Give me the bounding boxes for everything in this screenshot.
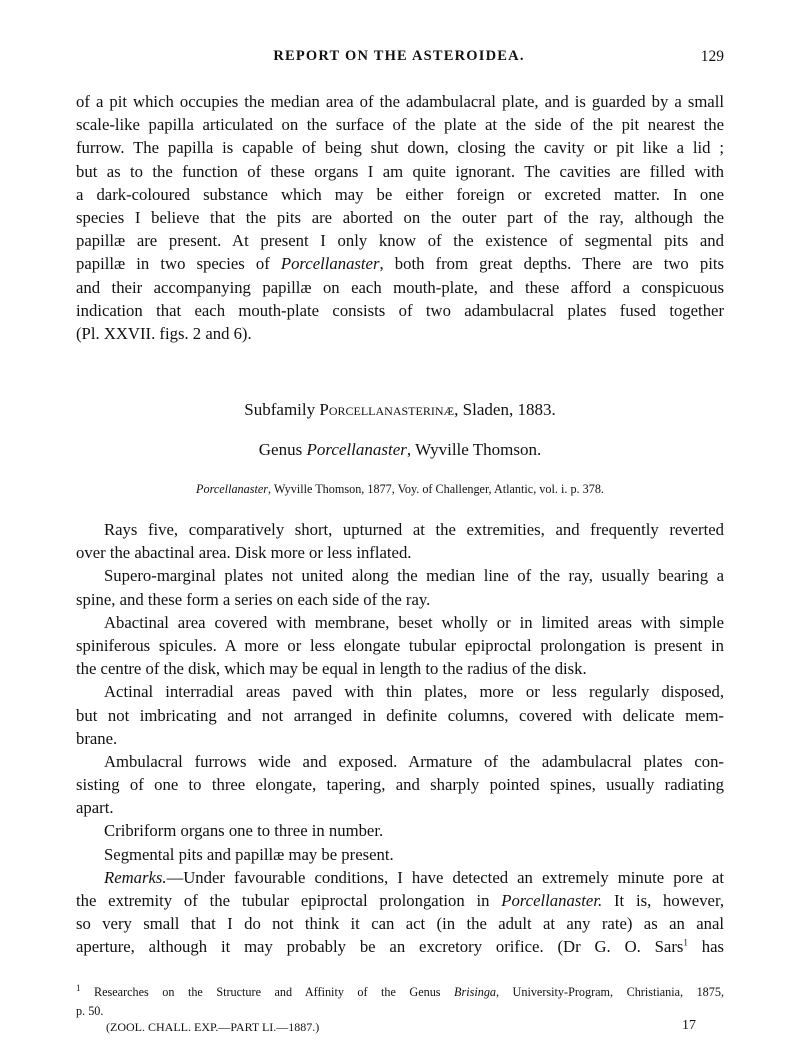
text-line: Ambulacral furrows wide and exposed. Armature of the adambulacral plates con- [104, 751, 724, 771]
text-span: , Wyville Thomson. [406, 440, 542, 459]
text-line: a dark-coloured substance which may be either foreign or excreted matter. In one [76, 184, 724, 204]
text-line: so very small that I do not think it can act (in the adult at any rate) as an anal [76, 914, 724, 934]
text-span: the extremity of the tubular epiproctal prolongation in [76, 891, 502, 910]
page-number: 129 [700, 48, 724, 65]
footnote-marker: 1 [683, 937, 688, 948]
text-span: Researches on the Structure and Affinity of the Genus [80, 985, 455, 999]
footnote [76, 983, 724, 1021]
text-line: spiniferous spicules. A more or less elongate tubular epiproctal prolongation is present in [76, 635, 724, 655]
text-span: , University-Program, Christiania, 1875, [496, 985, 724, 999]
signature-mark: 17 [682, 1018, 696, 1033]
text-line: Rays five, comparatively short, upturned at the extremities, and frequently reverted [104, 520, 724, 539]
remarks-line [76, 866, 724, 889]
text-span: , Sladen, 1883. [454, 400, 556, 419]
genus-heading [76, 440, 724, 460]
text-line: but not imbricating and not arranged in definite columns, covered with delicate mem- [76, 705, 724, 725]
text-line: apart. [76, 798, 114, 818]
text-span: Genus [258, 440, 307, 459]
text-line: indication that each mouth-plate consists of two adambulacral plates fused together [76, 300, 724, 320]
running-header [74, 48, 724, 70]
text-span: aperture, although it may probably be an excretory orifice. (Dr G. O. Sars [76, 937, 684, 957]
text-span: Subfamily [244, 400, 320, 419]
text-line: of a pit which occupies the median area of the adambulacral plate, and is guarded by a small [76, 92, 724, 111]
imprint: (ZOOL. CHALL. EXP.—PART LI.—1887.) [106, 1020, 320, 1034]
text-line: Segmental pits and papillæ may be present. [104, 844, 394, 864]
text-line [76, 889, 724, 912]
paragraph-pits [76, 90, 724, 345]
text-line: Actinal interradial areas paved with thin plates, more or less regularly disposed, [104, 682, 724, 702]
text-line: spine, and these form a series on each side of the ray. [76, 589, 431, 609]
synonymy-citation [76, 482, 724, 497]
genus-name-italic: Brisinga [454, 985, 497, 999]
footnote-line: p. 50. [76, 1004, 104, 1018]
text-line: Cribriform organs one to three in number. [104, 821, 384, 841]
text-line: sisting of one to three elongate, tapering, and sharply pointed spines, usually radiating [76, 775, 724, 795]
text-line: furrow. The papilla is capable of being shut down, closing the cavity or pit like a lid ; [76, 138, 724, 158]
text-span: —Under favourable conditions, I have detected an extremely minute pore at [166, 867, 724, 887]
text-span: has [687, 937, 724, 957]
page-footer [106, 1020, 696, 1035]
genus-name-italic: Porcellanaster [280, 254, 380, 274]
text-span: , both from great depths. There are two pits [379, 254, 724, 274]
text-line: (Pl. XXVII. figs. 2 and 6). [76, 323, 252, 343]
text-line: species I believe that the pits are aborted on the outer part of the ray, although the [76, 207, 724, 227]
text-line: Abactinal area covered with membrane, beset wholly or in limited areas with simple [104, 612, 724, 632]
text-span: papillæ in two species of [76, 254, 281, 274]
text-line: Supero-marginal plates not united along the median line of the ray, usually bearing a [104, 566, 724, 586]
genus-name-italic: Porcellanaster [196, 482, 269, 496]
footnote-line [76, 983, 724, 1002]
running-title: REPORT ON THE ASTEROIDEA. [273, 48, 525, 64]
footnote-marker: 1 [76, 983, 81, 993]
subfamily-name: Porcellanasterinæ [319, 400, 455, 419]
remarks-label: Remarks. [104, 867, 167, 887]
text-line [76, 252, 724, 275]
diagnosis [76, 518, 724, 959]
genus-name-italic: Porcellanaster [306, 440, 407, 459]
text-line: brane. [76, 728, 118, 748]
genus-name-italic: Porcellanaster. [501, 891, 603, 910]
subfamily-heading [76, 400, 724, 420]
text-line: and their accompanying papillæ on each mouth-plate, and these afford a conspicuous [76, 277, 724, 297]
text-line [76, 935, 724, 958]
text-span: It is, however, [602, 891, 724, 910]
text-line: scale-like papilla articulated on the surface of the plate at the side of the pit nearest the [76, 115, 724, 135]
text-span: , Wyville Thomson, 1877, Voy. of Challenger, Atlantic, vol. i. p. 378. [268, 482, 604, 496]
text-line: but as to the function of these organs I am quite ignorant. The cavities are filled with [76, 161, 724, 181]
text-line: over the abactinal area. Disk more or less inflated. [76, 543, 412, 563]
text-line: the centre of the disk, which may be equal in length to the radius of the disk. [76, 659, 587, 679]
text-line: papillæ are present. At present I only know of the existence of segmental pits and [76, 231, 724, 251]
